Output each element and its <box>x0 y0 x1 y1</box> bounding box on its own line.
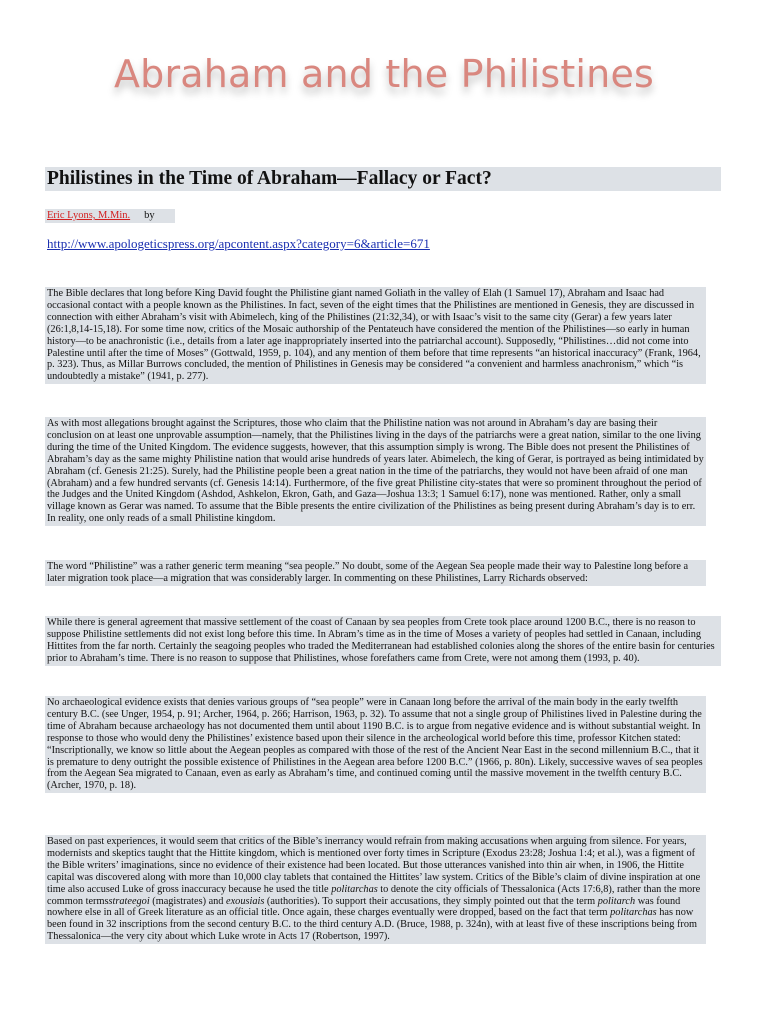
term-politarchas-2: politarchas <box>610 907 657 919</box>
article-heading: Philistines in the Time of Abraham—Fallacy or Fact? <box>45 167 721 191</box>
paragraph-5-text-a: Based on past experiences, it would seem that critics of the Bible’s inerrancy would refrain from making accusations when arguing from silence. For years, modernists and skeptics taught that the Hittite kingdom, which is mentioned over forty times in Scripture (Exodus 23:28; Joshua 1:4; et al.), was a figment of the Bible writers’ imaginations, since no evidence of their existence had been located. But those utterances vanished into thin air when, in 1906, the Hittite capital was discovered along with more than 10,000 clay tablets that contained the Hittites’ law system. Critics of the Bible’s claim of divine inspiration at one time also accused Luke of gross inaccuracy because he used the title <box>47 836 701 895</box>
paragraph-5-text-c: (magistrates) and <box>149 895 227 907</box>
paragraph-2: As with most allegations brought against the Scriptures, those who claim that the Philistine nation was not around in Abraham’s day are basing their conclusion on at least one unprovable assumption—namely, that the Philistines living in the days of the patriarchs were a great nation, similar to the one living during the time of the United Kingdom. The evidence suggests, however, that this assumption simply is wrong. The Bible does not present the Philistines of Abraham’s day as the same mighty Philistine nation that would arise hundreds of years later. Abimelech, the king of Gerar, is portrayed as being intimidated by Abraham (cf. Genesis 21:25). Surely, had the Philistine people been a great nation in the time of the patriarchs, they would not have been afraid of one man (Abraham) and a few hundred servants (cf. Genesis 14:14). Furthermore, of the five great Philistine city-states that were so prominent throughout the period of the Judges and the United Kingdom (Ashdod, Ashkelon, Ekron, Gath, and Gaza—Joshua 13:3; 1 Samuel 6:17), none was mentioned. Rather, only a small village known as Gerar was named. To assume that the Bible presents the entire civilization of the Philistines as being present during Abraham’s day is to err. In reality, one only reads of a small Philistine kingdom. <box>45 417 706 526</box>
paragraph-5-text-e: was found nowhere else in all of Greek literature as an official title. Once again, these charges eventually were dropped, based on the fact that term <box>47 895 681 919</box>
term-exousiais: exousiais <box>226 895 265 907</box>
paragraph-5-text-d: (authorities). To support their accusations, they simply pointed out that the term <box>264 895 598 907</box>
source-url-link[interactable]: http://www.apologeticspress.org/apcontent.aspx?category=6&article=671 <box>47 236 430 251</box>
paragraph-5 <box>45 835 706 944</box>
term-politarchas: politarchas <box>331 883 378 895</box>
paragraph-3: The word “Philistine” was a rather generic term meaning “sea people.” No doubt, some of the Aegean Sea people made their way to Palestine long before a later migration took place—a migration that was considerably larger. In commenting on these Philistines, Larry Richards observed: <box>45 560 706 586</box>
banner <box>0 44 768 114</box>
term-strateegoi: strateegoi <box>108 895 150 907</box>
paragraph-1: The Bible declares that long before King David fought the Philistine giant named Goliath in the valley of Elah (1 Samuel 17), Abraham and Isaac had occasional contact with a people known as the Philistines. In fact, seven of the eight times that the Philistines are mentioned in Genesis, they are discussed in connection with either Abraham’s visit with Abimelech, king of the Philistines (21:32,34), or with Isaac’s visit to the same city (Gerar) a few years later (26:1,8,14-15,18). For some time now, critics of the Mosaic authorship of the Pentateuch have considered the mention of the Philistines—so early in human history—to be anachronistic (i.e., details from a later age inappropriately inserted into the patriarchal account). Supposedly, “Philistines…did not come into Palestine until after the time of Moses” (Gottwald, 1959, p. 104), and any mention of them before that time represents “an historical inaccuracy” (Frank, 1964, p. 323). Thus, as Millar Burrows concluded, the mention of Philistines in Genesis may be considered “a convenient and harmless anachronism,” which “is undoubtedly a mistake” (1941, p. 277). <box>45 287 706 384</box>
author-link[interactable]: Eric Lyons, M.Min. <box>47 210 131 221</box>
term-politarch: politarch <box>597 895 636 907</box>
paragraph-4: No archaeological evidence exists that denies various groups of “sea people” were in Canaan long before the arrival of the main body in the early twelfth century B.C. (see Unger, 1954, p. 91; Archer, 1964, p. 266; Harrison, 1963, p. 32). To assume that not a single group of Philistines lived in Palestine during the time of Abraham because archaeology has not documented them until about 1190 B.C. is to argue from negative evidence and is without substantial weight. In response to those who would deny the Philistines’ existence based upon their silence in the archeological world before this time, professor Kitchen stated: “Inscriptionally, we know so little about the Aegean peoples as compared with those of the rest of the Ancient Near East in the second millennium B.C., that it is premature to deny outright the possible existence of Philistines in the Aegean area before 1200 B.C.” (1966, p. 80n). Likely, successive waves of sea peoples from the Aegean Sea migrated to Canaan, even as early as Abraham’s time, and continued coming until the massive movement in the twelfth century B.C. (Archer, 1970, p. 18). <box>45 696 706 793</box>
paragraph-5-text-f: has now been found in 32 inscriptions from the second century B.C. to the third century A.D. (Bruce, 1988, p. 324n), with at least five of these inscriptions being from Thessalonica—the very city about which Luke wrote in Acts 17 (Robertson, 1997). <box>47 907 698 943</box>
paragraph-5-text-b: to denote the city officials of Thessalonica (Acts 17:6,8), rather than the more common terms <box>47 883 701 907</box>
banner-title: Abraham and the Philistines <box>113 52 655 96</box>
by-label: by <box>144 210 155 221</box>
byline <box>45 209 175 223</box>
block-quote: While there is general agreement that massive settlement of the coast of Canaan by sea peoples from Crete took place around 1200 B.C., there is no reason to suppose Philistine settlements did not exist long before this time. In Abram’s time as in the time of Moses a variety of peoples had settled in Canaan, including Hittites from the far north. Certainly the seagoing peoples who traded the Mediterranean had established colonies along the shores of the entire basin for centuries prior to Abraham’s time. There is no reason to suppose that Philistines, whose forefathers came from Crete, were not among them (1993, p. 40). <box>45 616 721 666</box>
